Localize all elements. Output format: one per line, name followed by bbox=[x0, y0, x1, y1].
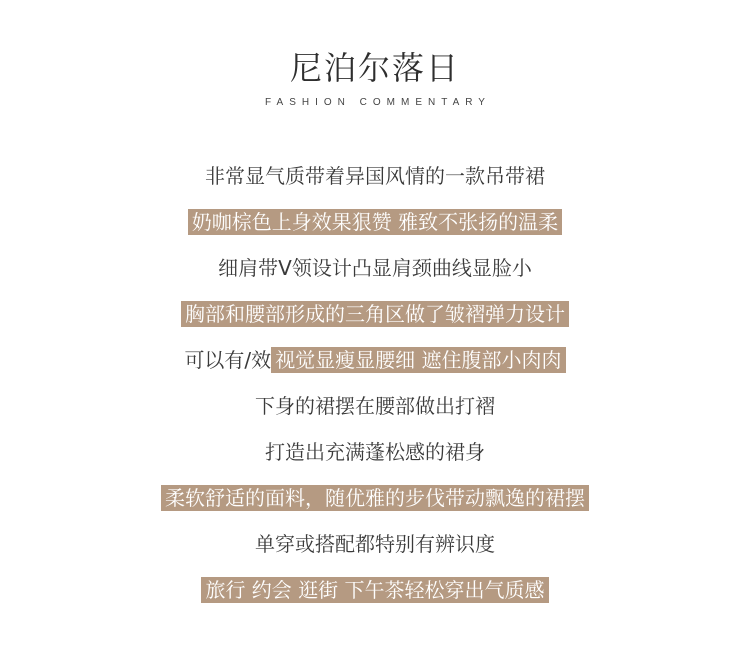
highlighted-text: 旅行 约会 逛街 下午茶轻松穿出气质感 bbox=[201, 577, 548, 603]
description-line bbox=[0, 337, 750, 383]
line-text: 单穿或搭配都特别有辨识度 bbox=[255, 532, 495, 556]
description-lines bbox=[0, 153, 750, 613]
description-line bbox=[0, 245, 750, 291]
description-line bbox=[0, 291, 750, 337]
line-text: 可以有/效 bbox=[184, 348, 272, 372]
description-line bbox=[0, 521, 750, 567]
description-line bbox=[0, 153, 750, 199]
line-text: 细肩带V领设计凸显肩颈曲线显脸小 bbox=[218, 256, 532, 280]
page-subtitle: FASHION COMMENTARY bbox=[265, 97, 491, 108]
line-text: 下身的裙摆在腰部做出打褶 bbox=[255, 394, 495, 418]
highlighted-text: 柔软舒适的面料，随优雅的步伐带动飘逸的裙摆 bbox=[161, 485, 589, 511]
highlighted-text: 奶咖棕色上身效果狠赞 雅致不张扬的温柔 bbox=[188, 209, 562, 235]
highlighted-text: 胸部和腰部形成的三角区做了皱褶弹力设计 bbox=[181, 301, 569, 327]
description-line bbox=[0, 475, 750, 521]
page-title: 尼泊尔落日 bbox=[289, 49, 460, 87]
highlighted-text: 视觉显瘦显腰细 遮住腹部小肉肉 bbox=[271, 347, 565, 373]
header bbox=[0, 44, 750, 110]
description-line bbox=[0, 567, 750, 613]
description-line bbox=[0, 383, 750, 429]
line-text: 非常显气质带着异国风情的一款吊带裙 bbox=[205, 164, 545, 188]
line-text: 打造出充满蓬松感的裙身 bbox=[265, 440, 485, 464]
description-line bbox=[0, 199, 750, 245]
description-line bbox=[0, 429, 750, 475]
